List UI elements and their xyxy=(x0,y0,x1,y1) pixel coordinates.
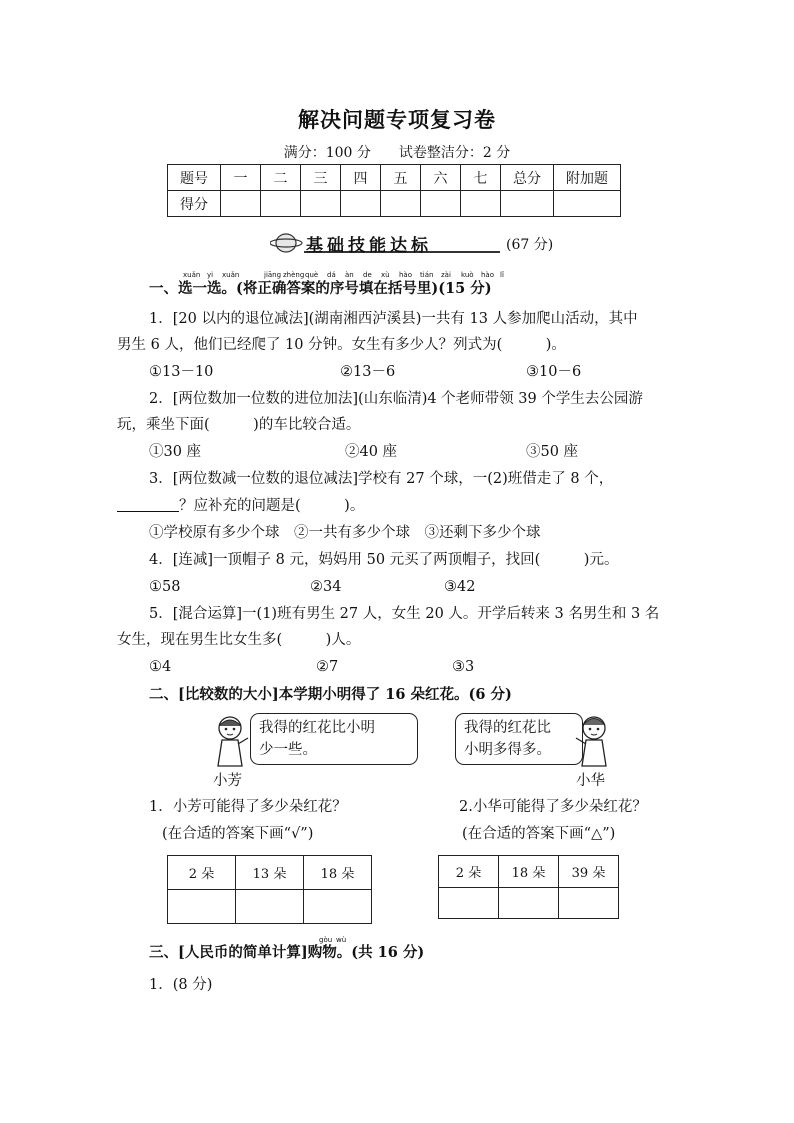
q3-line1: 3．[两位数减一位数的退位减法]学校有 27 个球，一(2)班借走了 8 个， xyxy=(149,471,614,487)
q1-option-3: ③10－6 xyxy=(526,364,582,380)
pinyin: xù xyxy=(381,271,390,279)
q3-options: ①学校原有多少个球 ②一共有多少个球 ③还剩下多少个球 xyxy=(149,525,541,541)
q1-line2: 男生 6 人，他们已经爬了 10 分钟。女生有多少人？列式为( )。 xyxy=(117,337,566,353)
q2-option-2: ②40 座 xyxy=(345,444,398,460)
score-input-cell[interactable] xyxy=(381,191,421,217)
q2-line1: 2．[两位数加一位数的进位加法](山东临清)4 个老师带领 39 个学生去公园游 xyxy=(149,391,643,407)
q1-option-2: ②13－6 xyxy=(340,364,396,380)
pinyin: kuò xyxy=(461,271,474,279)
answer-mark-cell[interactable] xyxy=(168,890,236,924)
bubble-left-line2: 少一些。 xyxy=(259,742,317,758)
score-input-cell[interactable] xyxy=(261,191,301,217)
score-cell: 总分 xyxy=(501,165,554,191)
q2-line2: 玩，乘坐下面( )的车比较合适。 xyxy=(117,417,361,433)
answer-blank[interactable] xyxy=(117,497,179,512)
answer-header-cell: 13 朵 xyxy=(236,856,304,890)
pinyin: àn xyxy=(345,271,354,279)
answer-mark-cell[interactable] xyxy=(439,888,499,919)
score-row-label: 得分 xyxy=(168,191,221,217)
pinyin: wù xyxy=(336,936,347,944)
bubble-right-line1: 我得的红花比 xyxy=(464,720,551,736)
answer-table-right xyxy=(438,855,619,919)
pinyin: de xyxy=(363,271,372,279)
answer-table-left xyxy=(167,855,372,924)
q4-option-3: ③42 xyxy=(444,579,476,595)
s2-q2: 2.小华可能得了多少朵红花？ xyxy=(459,799,647,815)
q3-line2-wrap xyxy=(117,496,364,516)
q2-option-1: ①30 座 xyxy=(149,444,202,460)
q4-option-2: ②34 xyxy=(310,579,342,595)
pinyin: gòu xyxy=(319,936,333,944)
name-left: 小芳 xyxy=(213,773,242,789)
s2-q1: 1．小芳可能得了多少朵红花？ xyxy=(149,799,347,815)
pinyin: xuǎn xyxy=(183,271,201,279)
bubble-right-line2: 小明多得多。 xyxy=(464,742,551,758)
score-input-cell[interactable] xyxy=(301,191,341,217)
girl-figure-icon xyxy=(572,712,616,770)
q2-option-3: ③50 座 xyxy=(526,444,579,460)
q1-line1: 1．[20 以内的退位减法](湖南湘西泸溪县)一共有 13 人参加爬山活动，其中 xyxy=(149,311,638,327)
pinyin: zài xyxy=(441,271,451,279)
answer-header-cell: 18 朵 xyxy=(499,856,559,888)
score-input-cell[interactable] xyxy=(341,191,381,217)
answer-mark-cell[interactable] xyxy=(499,888,559,919)
score-cell: 七 xyxy=(461,165,501,191)
score-cell: 六 xyxy=(421,165,461,191)
score-cell: 二 xyxy=(261,165,301,191)
score-cell: 题号 xyxy=(168,165,221,191)
score-cell: 附加题 xyxy=(554,165,621,191)
banner-title: 基础技能达标 xyxy=(306,236,432,256)
score-table xyxy=(167,164,621,217)
answer-header-cell: 2 朵 xyxy=(168,856,236,890)
s2-q1-hint: (在合适的答案下画“√”) xyxy=(162,826,314,842)
pinyin: hào xyxy=(481,271,495,279)
page-subtitle: 满分：100 分 试卷整洁分：2 分 xyxy=(283,145,511,161)
q5-line2: 女生，现在男生比女生多( )人。 xyxy=(117,632,361,648)
pinyin: què xyxy=(305,271,319,279)
score-cell: 四 xyxy=(341,165,381,191)
bubble-left-line1: 我得的红花比小明 xyxy=(259,720,375,736)
answer-header-cell: 2 朵 xyxy=(439,856,499,888)
pinyin: lǐ xyxy=(500,271,504,279)
page-title: 解决问题专项复习卷 xyxy=(298,107,496,132)
s3-q1: 1．(8 分) xyxy=(149,977,213,993)
q5-option-2: ②7 xyxy=(316,659,339,675)
answer-mark-cell[interactable] xyxy=(304,890,372,924)
score-input-cell[interactable] xyxy=(554,191,621,217)
answer-header-cell: 18 朵 xyxy=(304,856,372,890)
speech-bubble-left xyxy=(250,713,418,765)
pinyin: yi xyxy=(207,271,214,279)
score-input-cell[interactable] xyxy=(421,191,461,217)
pinyin: xuǎn xyxy=(222,271,240,279)
score-cell: 三 xyxy=(301,165,341,191)
q5-option-3: ③3 xyxy=(452,659,475,675)
section-banner xyxy=(270,229,570,257)
score-cell: 五 xyxy=(381,165,421,191)
q1-option-1: ①13－10 xyxy=(149,364,214,380)
girl-figure-icon xyxy=(208,712,252,770)
section1-heading: 一、选一选。(将正确答案的序号填在括号里)(15 分) xyxy=(149,280,492,297)
answer-header-cell: 39 朵 xyxy=(559,856,619,888)
q4-line1: 4．[连减]一顶帽子 8 元，妈妈用 50 元买了两顶帽子，找回( )元。 xyxy=(149,552,619,568)
pinyin: dá xyxy=(327,271,336,279)
q5-option-1: ①4 xyxy=(149,659,172,675)
pinyin: tián xyxy=(420,271,434,279)
score-input-cell[interactable] xyxy=(501,191,554,217)
s2-q2-hint: (在合适的答案下画“△”) xyxy=(462,826,616,842)
answer-mark-cell[interactable] xyxy=(559,888,619,919)
q4-option-1: ①58 xyxy=(149,579,181,595)
score-table-header-row xyxy=(168,165,621,191)
pinyin: zhèng xyxy=(283,271,305,279)
score-input-cell[interactable] xyxy=(461,191,501,217)
speech-bubble-right xyxy=(455,713,583,765)
q5-line1: 5．[混合运算]一(1)班有男生 27 人，女生 20 人。开学后转来 3 名男生和 3 名 xyxy=(149,606,660,622)
section2-heading: 二、[比较数的大小]本学期小明得了 16 朵红花。(6 分) xyxy=(149,686,512,703)
score-cell: 一 xyxy=(221,165,261,191)
score-input-cell[interactable] xyxy=(221,191,261,217)
score-table-score-row xyxy=(168,191,621,217)
pinyin: hào xyxy=(399,271,413,279)
name-right: 小华 xyxy=(576,773,605,789)
section3-heading: 三、[人民币的简单计算]购物。(共 16 分) xyxy=(149,944,425,961)
pinyin: jiāng xyxy=(264,271,282,279)
answer-mark-cell[interactable] xyxy=(236,890,304,924)
banner-score: (67 分) xyxy=(506,237,554,253)
q3-line2: ？应补充的问题是( )。 xyxy=(179,498,365,514)
